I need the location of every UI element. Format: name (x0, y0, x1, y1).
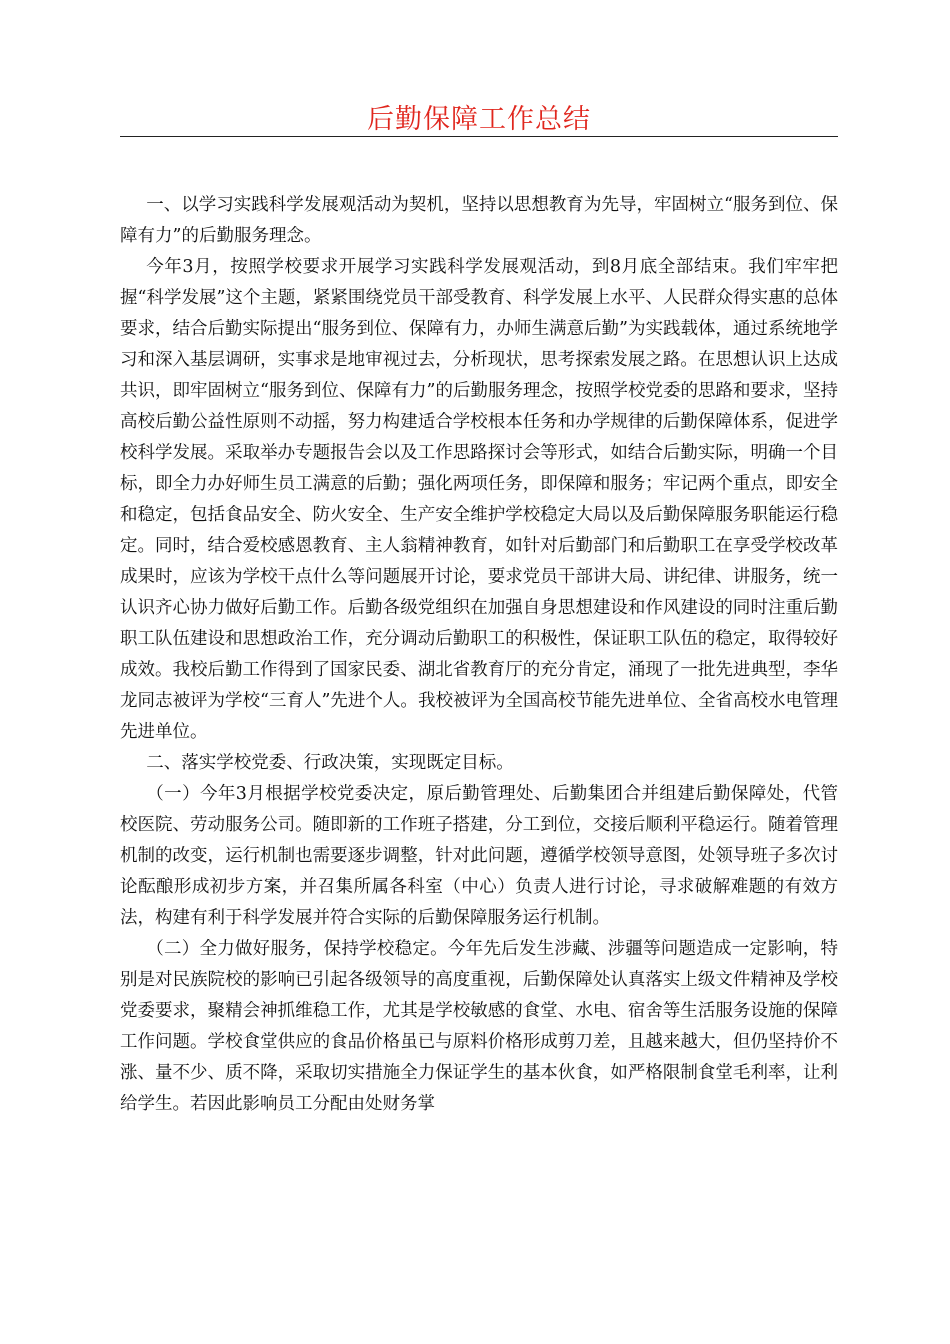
paragraph-section-1-heading: 一、以学习实践科学发展观活动为契机，坚持以思想教育为先导，牢固树立“服务到位、保障有力”的后勤服务理念。 (120, 195, 838, 246)
paragraph-section-1-body: 今年3月，按照学校要求开展学习实践科学发展观活动，到8月底全部结束。我们牢牢把握“科学发展”这个主题，紧紧围绕党员干部受教育、科学发展上水平、人民群众得实惠的总体要求，结合后勤实际提出“服务到位、保障有力，办师生满意后勤”为实践载体，通过系统地学习和深入基层调研，实事求是地审视过去，分析现状，思考探索发展之路。在思想认识上达成共识，即牢固树立“服务到位、保障有力”的后勤服务理念，按照学校党委的思路和要求，坚持高校后勤公益性原则不动摇，努力构建适合学校根本任务和办学规律的后勤保障体系，促进学校科学发展。采取举办专题报告会以及工作思路探讨会等形式，如结合后勤实际，明确一个目标，即全力办好师生员工满意的后勤；强化两项任务，即保障和服务；牢记两个重点，即安全和稳定，包括食品安全、防火安全、生产安全维护学校稳定大局以及后勤保障服务职能运行稳定。同时，结合爱校感恩教育、主人翁精神教育，如针对后勤部门和后勤职工在享受学校改革成果时，应该为学校干点什么等问题展开讨论，要求党员干部讲大局、讲纪律、讲服务，统一认识齐心协力做好后勤工作。后勤各级党组织在加强自身思想建设和作风建设的同时注重后勤职工队伍建设和思想政治工作，充分调动后勤职工的积极性，保证职工队伍的稳定，取得较好成效。我校后勤工作得到了国家民委、湖北省教育厅的充分肯定，涌现了一批先进典型，李华龙同志被评为学校“三育人”先进个人。我校被评为全国高校节能先进单位、全省高校水电管理先进单位。 (120, 257, 838, 742)
document-body (120, 190, 838, 1120)
document-title: 后勤保障工作总结 (367, 104, 591, 135)
title-underline-rule (120, 136, 838, 137)
paragraph-section-2-item-2: （二）全力做好服务，保持学校稳定。今年先后发生涉藏、涉疆等问题造成一定影响，特别是对民族院校的影响已引起各级领导的高度重视，后勤保障处认真落实上级文件精神及学校党委要求，聚精会神抓维稳工作，尤其是学校敏感的食堂、水电、宿舍等生活服务设施的保障工作问题。学校食堂供应的食品价格虽已与原料价格形成剪刀差，且越来越大，但仍坚持价不涨、量不少、质不降，采取切实措施全力保证学生的基本伙食，如严格限制食堂毛利率，让利给学生。若因此影响员工分配由处财务掌 (120, 939, 838, 1114)
paragraph-section-2-heading: 二、落实学校党委、行政决策，实现既定目标。 (146, 753, 514, 773)
paragraph-section-2-item-1: （一）今年3月根据学校党委决定，原后勤管理处、后勤集团合并组建后勤保障处，代管校医院、劳动服务公司。随即新的工作班子搭建，分工到位，交接后顺利平稳运行。随着管理机制的改变，运行机制也需要逐步调整，针对此问题，遵循学校领导意图，处领导班子多次讨论酝酿形成初步方案，并召集所属各科室（中心）负责人进行讨论，寻求破解难题的有效方法，构建有利于科学发展并符合实际的后勤保障服务运行机制。 (120, 784, 838, 928)
